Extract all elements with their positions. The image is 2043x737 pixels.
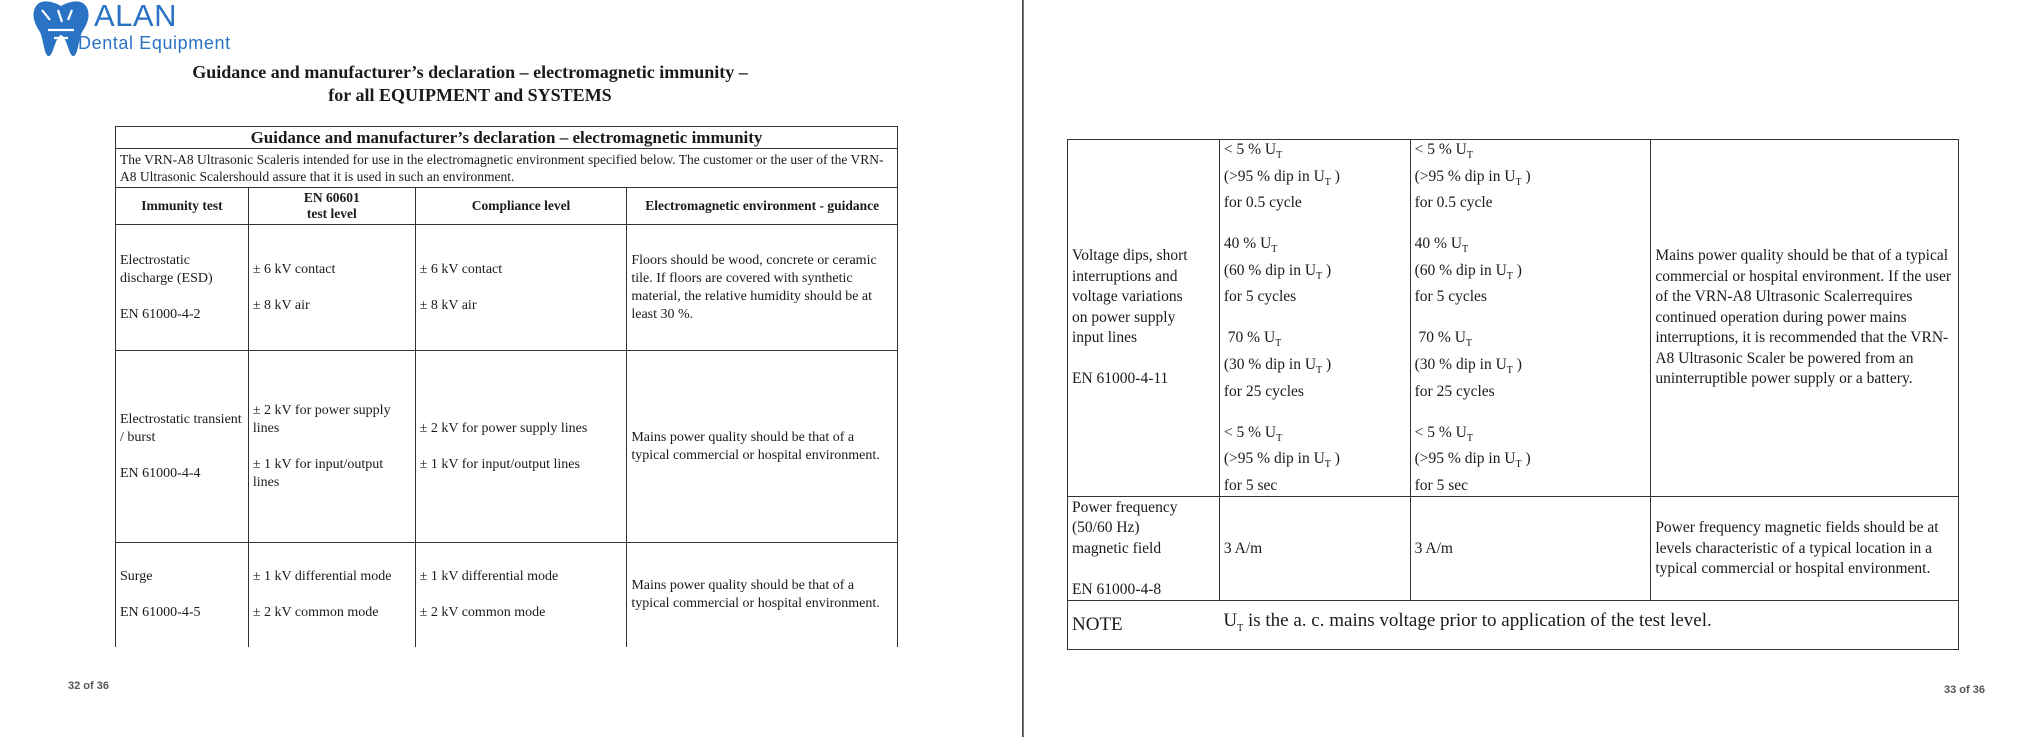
dip-block: 70 % $U_T$ (30 % dip in $U_T$ ) for 25 cycles [1223, 329, 1332, 400]
logo-subtitle: Dental Equipment [78, 33, 231, 53]
row-level: ± 1 kV differential mode ± 2 kV common mode [248, 543, 415, 647]
dip-block: < 5 % $U_T$ (>95 % dip in $U_T$ ) for 5 sec [1223, 423, 1340, 494]
dip-block: < 5 % $U_T$ (>95 % dip in $U_T$ ) for 0.5 cycle [1223, 141, 1340, 212]
table-row [116, 225, 898, 351]
row-test: Surge EN 61000-4-5 [116, 543, 249, 647]
dip-block: 40 % $U_T$ (60 % dip in $U_T$ ) for 5 cycles [1223, 235, 1332, 306]
freq-level: 3 A/m [1219, 497, 1410, 601]
row-test: Electrostatic transient / burst EN 61000-4-4 [116, 351, 249, 543]
table-row [1068, 497, 1959, 601]
row-compliance: ± 1 kV differential mode ± 2 kV common mode [415, 543, 627, 647]
note-text: $U_T$ is the a. c. mains voltage prior to application of the test level. [1219, 601, 1958, 650]
note-label: NOTE [1068, 601, 1220, 650]
immunity-table-continued [1067, 139, 1959, 650]
dips-compliance [1410, 140, 1651, 497]
header-test-level: EN 60601 test level [248, 188, 415, 225]
page-title-line1: Guidance and manufacturer’s declaration – electromagnetic immunity – [192, 62, 748, 82]
page-title-line2: for all EQUIPMENT and SYSTEMS [328, 85, 612, 105]
row-level: ± 6 kV contact ± 8 kV air [248, 225, 415, 351]
row-guidance: Floors should be wood, concrete or ceramic tile. If floors are covered with synthetic material, the relative humidity should be at least 30 %. [627, 225, 898, 351]
page-number: 33 of 36 [1944, 684, 1985, 696]
logo-brand: ALAN [94, 0, 177, 33]
note-row [1068, 601, 1959, 650]
row-level: ± 2 kV for power supply lines ± 1 kV for input/output lines [248, 351, 415, 543]
row-guidance: Mains power quality should be that of a typical commercial or hospital environment. [627, 543, 898, 647]
freq-compliance: 3 A/m [1410, 497, 1651, 601]
page-number: 32 of 36 [68, 680, 109, 692]
freq-test: Power frequency (50/60 Hz) magnetic field EN 61000-4-8 [1068, 497, 1220, 601]
row-guidance: Mains power quality should be that of a typical commercial or hospital environment. [627, 351, 898, 543]
table-row [116, 351, 898, 543]
company-logo [28, 0, 248, 60]
dip-block: 70 % $U_T$ (30 % dip in $U_T$ ) for 25 cycles [1414, 329, 1522, 400]
table-row [116, 543, 898, 647]
freq-guidance: Power frequency magnetic fields should be at levels characteristic of a typical location in a typical commercial or hospital environment. [1651, 497, 1959, 601]
dip-block: < 5 % $U_T$ (>95 % dip in $U_T$ ) for 5 sec [1414, 423, 1531, 494]
row-test: Electrostatic discharge (ESD) EN 61000-4-2 [116, 225, 249, 351]
dips-level [1219, 140, 1410, 497]
table-intro: The VRN-A8 Ultrasonic Scaleris intended for use in the electromagnetic environment specified below. The customer or the user of the VRN-A8 Ultrasonic Scalershould assure that it is used in such an environment. [116, 149, 898, 188]
table-row [1068, 140, 1959, 497]
header-compliance-level: Compliance level [415, 188, 627, 225]
table-title: Guidance and manufacturer’s declaration – electromagnetic immunity [116, 127, 898, 149]
dips-test: Voltage dips, short interruptions and voltage variations on power supply input lines EN 61000-4-11 [1068, 140, 1220, 497]
row-compliance: ± 6 kV contact ± 8 kV air [415, 225, 627, 351]
row-compliance: ± 2 kV for power supply lines ± 1 kV for input/output lines [415, 351, 627, 543]
dips-guidance: Mains power quality should be that of a typical commercial or hospital environment. If the user of the VRN-A8 Ultrasonic Scalerrequires continued operation during power mains interruptions, it is recommended that the VRN-A8 Ultrasonic Scaler be powered from an uninterruptible power supply or a battery. [1651, 140, 1959, 497]
header-guidance: Electromagnetic environment - guidance [627, 188, 898, 225]
dip-block: < 5 % $U_T$ (>95 % dip in $U_T$ ) for 0.5 cycle [1414, 141, 1531, 212]
dip-block: 40 % $U_T$ (60 % dip in $U_T$ ) for 5 cycles [1414, 235, 1522, 306]
immunity-table [115, 126, 898, 647]
header-immunity-test: Immunity test [116, 188, 249, 225]
